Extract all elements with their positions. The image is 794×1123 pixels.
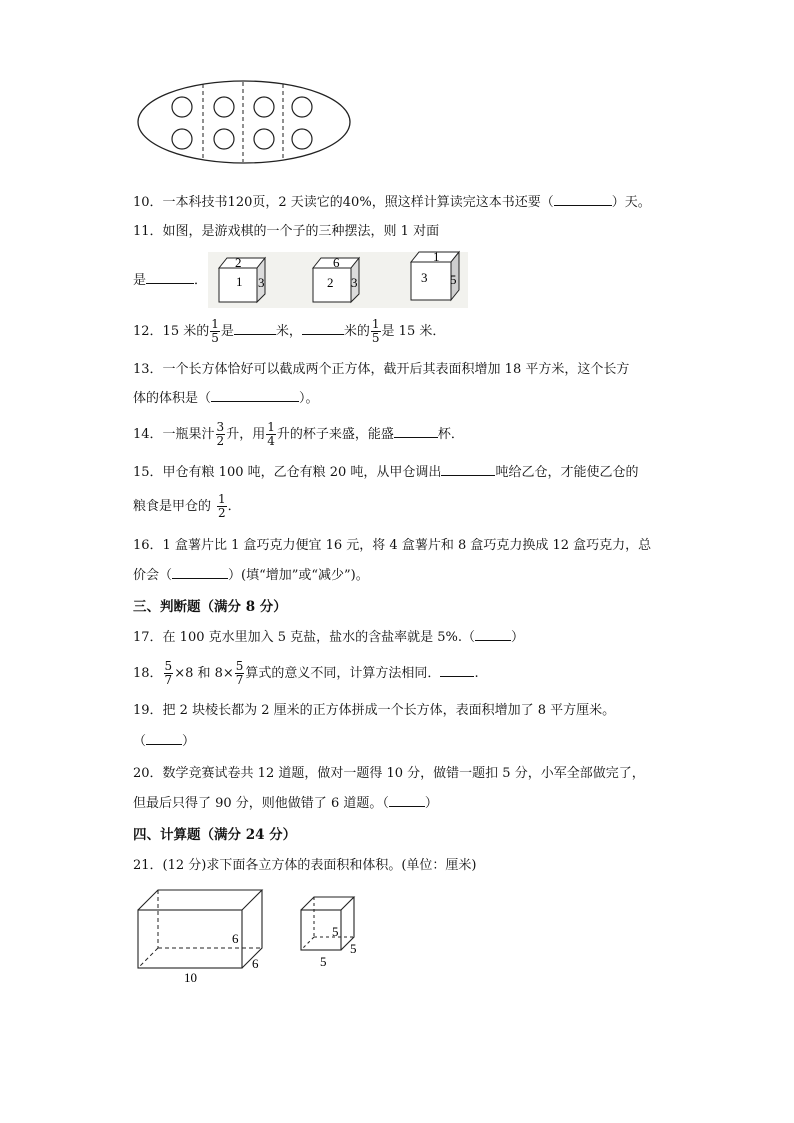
oval-counters-figure — [136, 78, 352, 166]
die-1-top-label: 2 — [235, 255, 242, 270]
question-13-line2: 体的体积是（ ）。 — [133, 388, 319, 409]
fraction: $\frac{1}{2}$ — [218, 492, 226, 520]
question-10: 10．一本科技书120页，2 天读它的40%，照这样计算读完这本书还要（ ）天。 — [133, 192, 651, 213]
question-11: 11．如图，是游戏棋的一个子的三种摆法，则 1 对面 — [133, 224, 440, 239]
dice-figure — [208, 248, 478, 312]
question-21: 21．(12 分)求下面各立方体的表面积和体积。(单位：厘米) — [133, 858, 477, 873]
cuboid-width-label: 6 — [252, 956, 259, 971]
die-2-top-label: 6 — [333, 255, 340, 270]
section-heading-judgment: 三、判断题（满分 8 分） — [133, 599, 287, 615]
question-16-line2: 价会（ ）(填“增加”或“减少”)。 — [133, 565, 369, 586]
die-1-front-label: 1 — [236, 274, 243, 289]
die-3-side-label: 5 — [450, 272, 457, 287]
fraction: $\frac{5}{7}$ — [235, 659, 244, 687]
answer-blank[interactable] — [394, 424, 438, 438]
answer-blank[interactable] — [441, 462, 495, 476]
cube-width-label: 5 — [350, 941, 357, 956]
answer-blank[interactable] — [389, 793, 425, 807]
answer-blank[interactable] — [211, 388, 299, 402]
answer-blank[interactable] — [146, 731, 182, 745]
fraction: $\frac{1}{5}$ — [211, 317, 219, 345]
die-3-top-label: 1 — [433, 249, 440, 264]
question-20: 20．数学竞赛试卷共 12 道题，做对一题得 10 分，做错一题扣 5 分，小军全部做完了， — [133, 766, 645, 781]
fraction: $\frac{3}{2}$ — [216, 420, 225, 448]
question-16: 16．1 盒薯片比 1 盒巧克力便宜 16 元，将 4 盒薯片和 8 盒巧克力换成 12 盒巧克力，总 — [133, 538, 652, 553]
cuboid-height-label: 6 — [232, 931, 239, 946]
cube-height-label: 5 — [332, 924, 339, 939]
question-19: 19．把 2 块棱长都为 2 厘米的正方体拼成一个长方体，表面积增加了 8 平方厘米。 — [133, 703, 616, 718]
answer-blank[interactable] — [172, 565, 228, 579]
question-13: 13．一个长方体恰好可以截成两个正方体，截开后其表面积增加 18 平方米，这个长方 — [133, 362, 630, 377]
question-15-line2: 粮食是甲仓的 $\frac{1}{2}$ ． — [133, 492, 241, 520]
die-3-front-label: 3 — [421, 270, 428, 285]
answer-blank[interactable] — [234, 321, 276, 335]
question-17: 17．在 100 克水里加入 5 克盐，盐水的含盐率就是 5%.（ ） — [133, 627, 524, 648]
section-heading-calculation: 四、计算题（满分 24 分） — [133, 827, 297, 843]
question-18: 18． $\frac{5}{7}$ ×8 和 8× $\frac{5}{7}$ 算式的意义不同，计算方法相同． . — [133, 659, 479, 687]
answer-blank[interactable] — [440, 663, 474, 677]
question-20-line2: 但最后只得了 90 分，则他做错了 6 道题。（ ） — [133, 793, 438, 814]
die-2-front-label: 2 — [327, 275, 334, 290]
fraction: $\frac{1}{5}$ — [371, 317, 380, 345]
die-2-side-label: 3 — [351, 275, 358, 290]
question-14: 14．一瓶果汁 $\frac{3}{2}$ 升，用 $\frac{1}{4}$ 升的杯子来盛，能盛 杯． — [133, 420, 464, 448]
fraction: $\frac{5}{7}$ — [164, 659, 173, 687]
answer-blank[interactable] — [146, 270, 194, 284]
question-12: 12．15 米的 $\frac{1}{5}$ 是 米， 米的 $\frac{1}{5}$ 是 15 米． — [133, 317, 446, 345]
cube-length-label: 5 — [320, 954, 327, 969]
cuboid-figure — [134, 886, 274, 986]
cube-figure — [296, 892, 366, 972]
die-1-side-label: 3 — [258, 275, 265, 290]
question-11-answer-line: 是 ． — [133, 270, 207, 291]
answer-blank[interactable] — [554, 192, 612, 206]
answer-blank[interactable] — [475, 627, 511, 641]
question-15: 15．甲仓有粮 100 吨，乙仓有粮 20 吨，从甲仓调出 吨给乙仓，才能使乙仓的 — [133, 462, 638, 483]
question-19-line2: （ ） — [133, 731, 195, 752]
cuboid-length-label: 10 — [184, 970, 197, 985]
fraction: $\frac{1}{4}$ — [267, 420, 275, 448]
answer-blank[interactable] — [302, 321, 344, 335]
